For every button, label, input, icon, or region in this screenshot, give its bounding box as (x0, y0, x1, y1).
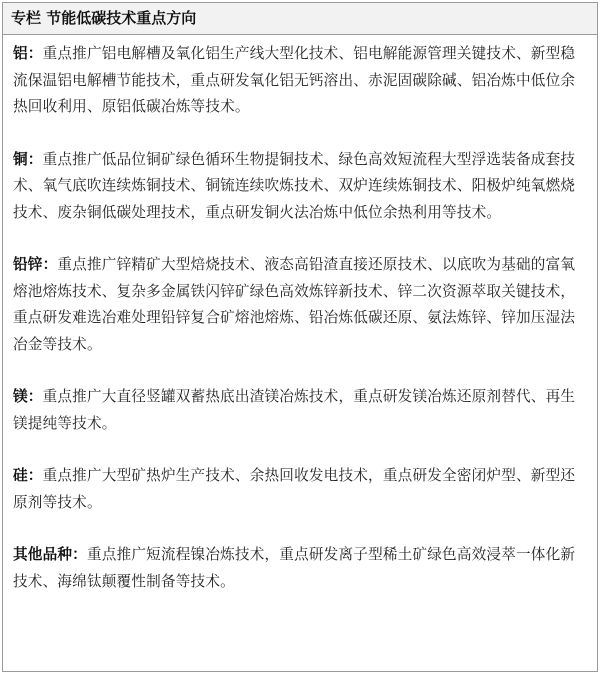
section-term: 其他品种： (13, 546, 87, 563)
section-silicon (13, 463, 587, 516)
section-text: 重点推广大直径竖罐双蓄热底出渣镁冶炼技术，重点研发镁冶炼还原剂替代、再生镁提纯等技术。 (13, 388, 576, 432)
column-box (2, 2, 598, 672)
section-term: 镁： (13, 388, 43, 405)
section-text: 重点推广铝电解槽及氧化铝生产线大型化技术、铝电解能源管理关键技术、新型稳流保温铝电解槽节能技术，重点研发氧化铝无钙溶出、赤泥固碳除碱、铝冶炼中低位余热回收利用、原铝低碳冶炼等技术。 (13, 45, 576, 115)
section-term: 铅锌： (13, 256, 58, 273)
section-term: 硅： (13, 467, 43, 484)
section-text: 重点推广锌精矿大型焙烧技术、液态高铅渣直接还原技术、以底吹为基础的富氧熔池熔炼技术、复杂多金属铁闪锌矿绿色高效炼锌新技术、锌二次资源萃取关键技术，重点研发难选冶难处理铅锌复合矿熔池熔炼、铅冶炼低碳还原、氨法炼锌、锌加压湿法冶金等技术。 (13, 256, 576, 353)
section-aluminum (13, 41, 587, 121)
section-text: 重点推广大型矿热炉生产技术、余热回收发电技术，重点研发全密闭炉型、新型还原剂等技术。 (13, 467, 576, 511)
section-lead-zinc (13, 252, 587, 358)
column-content (3, 35, 597, 595)
section-magnesium (13, 384, 587, 437)
column-title: 专栏 节能低碳技术重点方向 (3, 3, 597, 35)
section-text: 重点推广低品位铜矿绿色循环生物提铜技术、绿色高效短流程大型浮选装备成套技术、氧气底吹连续炼铜技术、铜锍连续吹炼技术、双炉连续炼铜技术、阳极炉纯氧燃烧技术、废杂铜低碳处理技术，重点研发铜火法冶炼中低位余热利用等技术。 (13, 150, 576, 221)
section-other (13, 542, 587, 595)
section-term: 铜： (13, 150, 43, 168)
section-copper (13, 147, 587, 227)
section-text: 重点推广短流程镍冶炼技术，重点研发离子型稀土矿绿色高效浸萃一体化新技术、海绵钛颠覆性制备等技术。 (13, 546, 576, 590)
section-term: 铝： (13, 45, 43, 62)
